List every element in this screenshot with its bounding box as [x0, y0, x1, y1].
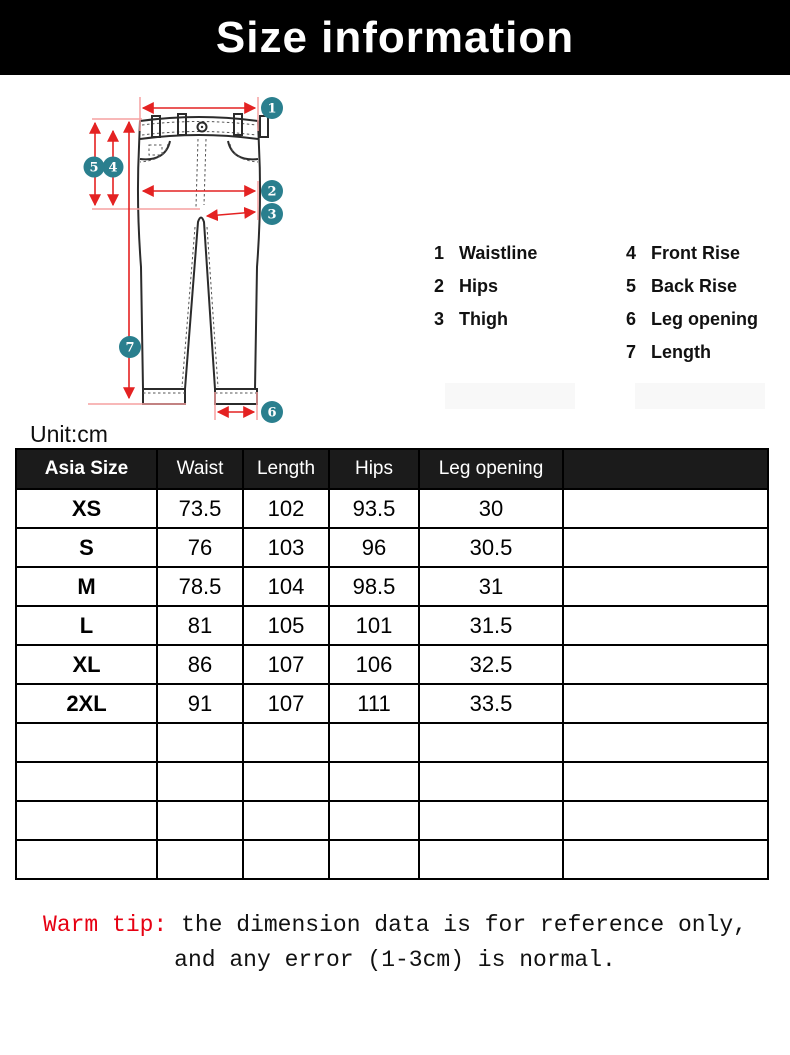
table-cell	[563, 762, 768, 801]
table-cell: 81	[157, 606, 243, 645]
table-cell	[329, 762, 419, 801]
table-cell	[16, 840, 157, 879]
watermark-block	[445, 383, 575, 409]
table-cell: 93.5	[329, 489, 419, 528]
table-row	[16, 723, 768, 762]
table-cell: 91	[157, 684, 243, 723]
table-cell: 73.5	[157, 489, 243, 528]
legend-num: 3	[434, 309, 445, 329]
table-cell	[16, 801, 157, 840]
legend-item-length	[626, 336, 758, 369]
table-row	[16, 528, 768, 567]
callout-badge-1	[261, 97, 283, 119]
table-cell	[563, 645, 768, 684]
table-cell	[563, 840, 768, 879]
warm-tip-text-1: the dimension data is for reference only,	[181, 912, 747, 938]
legend-num: 2	[434, 276, 445, 296]
legend-item-thigh	[434, 303, 537, 336]
table-cell	[243, 762, 329, 801]
svg-text:4: 4	[108, 160, 118, 176]
table-cell: M	[16, 567, 157, 606]
table-cell: 31.5	[419, 606, 563, 645]
legend-label: Leg opening	[651, 309, 758, 329]
callout-badge-6	[261, 401, 283, 423]
column-header: Waist	[157, 449, 243, 489]
table-cell	[329, 801, 419, 840]
column-header: Length	[243, 449, 329, 489]
left-cuff	[143, 389, 185, 404]
table-cell	[563, 567, 768, 606]
table-cell	[563, 684, 768, 723]
table-cell	[563, 606, 768, 645]
warm-tip-text-2: and any error (1-3cm) is normal.	[174, 947, 616, 973]
legend-item-back-rise	[626, 270, 758, 303]
svg-text:1: 1	[267, 101, 277, 117]
legend-num: 4	[626, 243, 637, 263]
table-cell	[419, 762, 563, 801]
size-table	[15, 448, 769, 880]
table-row	[16, 567, 768, 606]
table-cell	[243, 723, 329, 762]
right-cuff	[215, 389, 257, 404]
title-bar	[0, 0, 790, 75]
warm-tip-line-1	[0, 908, 790, 943]
table-cell: 111	[329, 684, 419, 723]
legend-right-column	[626, 237, 758, 369]
legend-item-front-rise	[626, 237, 758, 270]
table-cell	[16, 723, 157, 762]
table-cell: L	[16, 606, 157, 645]
table-cell: XL	[16, 645, 157, 684]
table-cell	[16, 762, 157, 801]
table-cell: 103	[243, 528, 329, 567]
svg-text:2: 2	[267, 184, 277, 200]
legend-num: 5	[626, 276, 637, 296]
table-cell	[157, 801, 243, 840]
callout-badge-5	[84, 157, 105, 178]
table-row	[16, 606, 768, 645]
table-cell: 78.5	[157, 567, 243, 606]
table-row	[16, 684, 768, 723]
legend-left-column	[434, 237, 537, 336]
table-cell	[157, 723, 243, 762]
table-header-row	[16, 449, 768, 489]
table-cell	[419, 723, 563, 762]
table-cell: 31	[419, 567, 563, 606]
table-cell	[157, 840, 243, 879]
legend-num: 1	[434, 243, 445, 263]
page-title: Size information	[215, 12, 575, 62]
table-cell	[329, 840, 419, 879]
waist-button-hole	[201, 126, 203, 128]
table-cell: 86	[157, 645, 243, 684]
table-cell: 32.5	[419, 645, 563, 684]
table-row	[16, 762, 768, 801]
table-row	[16, 489, 768, 528]
table-cell	[563, 489, 768, 528]
callout-badge-7	[119, 336, 141, 358]
table-cell: 105	[243, 606, 329, 645]
legend-label: Length	[651, 342, 711, 362]
table-cell: 30.5	[419, 528, 563, 567]
table-cell: 104	[243, 567, 329, 606]
column-header: Hips	[329, 449, 419, 489]
callout-badge-2	[261, 180, 283, 202]
table-cell	[563, 528, 768, 567]
unit-label: Unit:cm	[30, 421, 108, 447]
table-cell: 33.5	[419, 684, 563, 723]
table-cell: XS	[16, 489, 157, 528]
pants-diagram	[18, 87, 403, 437]
pants-outline-group	[138, 114, 268, 404]
svg-text:3: 3	[267, 207, 277, 223]
warm-tip	[0, 908, 790, 978]
belt-loop	[260, 116, 268, 137]
table-cell: 2XL	[16, 684, 157, 723]
table-row	[16, 801, 768, 840]
svg-text:6: 6	[267, 405, 277, 421]
column-header	[563, 449, 768, 489]
table-cell: 106	[329, 645, 419, 684]
legend-item-leg-opening	[626, 303, 758, 336]
table-row	[16, 645, 768, 684]
callout-badge-4	[103, 157, 124, 178]
table-row	[16, 840, 768, 879]
legend-num: 7	[626, 342, 637, 362]
legend-item-waistline	[434, 237, 537, 270]
column-header: Asia Size	[16, 449, 157, 489]
legend-item-hips	[434, 270, 537, 303]
table-cell: 107	[243, 684, 329, 723]
table-cell	[563, 801, 768, 840]
warm-tip-label: Warm tip:	[43, 912, 168, 938]
table-cell	[243, 840, 329, 879]
svg-text:5: 5	[89, 160, 99, 176]
table-cell: 30	[419, 489, 563, 528]
legend-label: Thigh	[459, 309, 508, 329]
table-cell	[157, 762, 243, 801]
table-cell: S	[16, 528, 157, 567]
legend-label: Hips	[459, 276, 499, 296]
legend-label: Front Rise	[651, 243, 741, 263]
table-cell: 101	[329, 606, 419, 645]
table-cell: 102	[243, 489, 329, 528]
table-cell	[419, 840, 563, 879]
table-cell: 76	[157, 528, 243, 567]
table-cell: 107	[243, 645, 329, 684]
table-cell: 98.5	[329, 567, 419, 606]
legend-num: 6	[626, 309, 637, 329]
legend-label: Waistline	[459, 243, 538, 263]
column-header: Leg opening	[419, 449, 563, 489]
watermark-block	[635, 383, 765, 409]
svg-text:7: 7	[125, 340, 135, 356]
measurement-figure	[0, 75, 790, 420]
legend-label: Back Rise	[651, 276, 738, 296]
table-cell	[563, 723, 768, 762]
table-cell	[329, 723, 419, 762]
table-cell	[243, 801, 329, 840]
callout-badge-3	[261, 203, 283, 225]
table-cell: 96	[329, 528, 419, 567]
table-cell	[419, 801, 563, 840]
